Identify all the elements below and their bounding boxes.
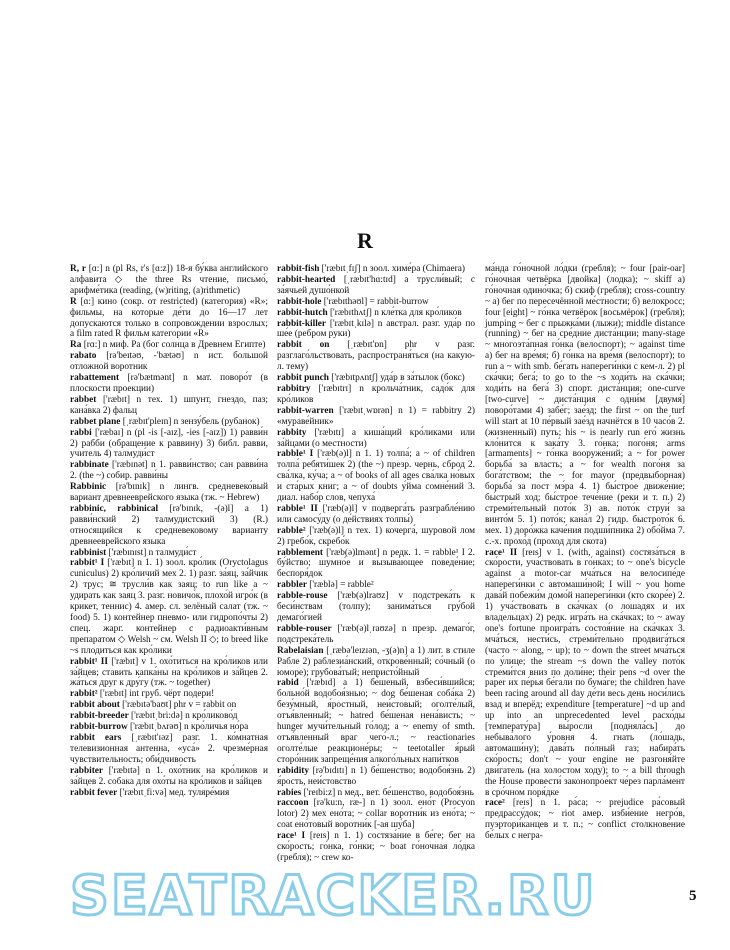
entry-headword: rabbitry — [277, 383, 311, 394]
entry-definition: ['ræbɪtˌkɪlə] n австрал. разг. уда́р по ше́е (ребром руки) — [277, 318, 475, 340]
entry-definition: ['ræbɪtə'baʊt] phr v = rabbit on — [119, 700, 237, 711]
entry-definition: ['ræbɪtə] n 1. охо́тник на кро́ликов и за́йцев 2. собака для охо́ты на кро́ликов и за́йцев — [70, 765, 268, 787]
entry-headword: race¹ II — [485, 547, 518, 558]
dictionary-entry — [277, 297, 475, 308]
entry-headword: rabbit fever — [70, 787, 118, 798]
dictionary-entry — [277, 580, 475, 591]
entry-definition: ['ræbɪtˌfi:və] мед. туляре́мия — [117, 787, 230, 798]
dictionary-entry — [70, 548, 268, 559]
dictionary-entry — [277, 308, 475, 319]
entry-definition: ['ræbɪnɪst] n талмуди́ст — [106, 547, 197, 558]
entry-definition: ['ræbɪt] n 1. 1) зоол. кро́лик (Oryctolagus cuniculus) 2) кро́личий мех 2. 1) разг. за́яц, за́йчик 2) трус; ≅ трусли́в как заяц; to run like a ~ удирать как заяц 3. разг. новичо́к, плохо́й игро́к (в крикет, теннис) 4. амер. сл. зелёный салат (тж. ~ food) 5. 1) контейнер пневмо- или гидропо́чты 2) спец. жарг. контейнер с радиоакти́вным препаратом ◇ Welsh ~ см. Welsh II ◇; to breed like ~s плодиться как кро́лики — [70, 558, 268, 656]
entry-definition: [rə'bɪnɪk, -(ə)l] a 1) равви́нский 2) талмудистский 3) (R.) относящийся к средневековому варианту древнееврейского языка — [70, 503, 268, 547]
dictionary-entry — [277, 646, 475, 679]
dictionary-entry — [70, 428, 268, 461]
column-left — [70, 264, 268, 798]
entry-headword: rabbit-fish — [277, 264, 320, 274]
dictionary-entry — [70, 460, 268, 482]
entry-definition: ['ræbɪtˌfɪʃ] n зоол. химе́ра (Chimaera) — [319, 264, 465, 274]
entry-headword: rabble¹ I — [277, 449, 314, 460]
entry-headword: rabbit-breeder — [70, 711, 129, 722]
dictionary-entry — [277, 678, 475, 765]
entry-definition: ['ræb(ə)lˌraʊzə] n презр. демаго́г, подстрека́тель — [277, 623, 475, 645]
entry-definition: ['ræb(ə)l] n 1. 1) толпа́; a ~ of children толпа́ ребяти́шек 2) (the ~) презр. чернь, сброд 2. сва́лка, ку́ча; a ~ of books of all ages сва́лка но́вых и ста́рых книг; a ~ of doubts у́йма сомне́ний 3. диал. набо́р слов, чепуха́ — [277, 449, 475, 504]
entry-headword: rabbler — [277, 580, 307, 591]
entry-headword: rabies — [277, 787, 302, 798]
entry-headword: raccoon — [277, 798, 309, 809]
dictionary-entry — [277, 449, 475, 504]
dictionary-entry — [70, 417, 268, 428]
entry-headword: rabbinate — [70, 460, 109, 471]
entry-definition: ['ræb(ə)l] n тех. 1) кочерга́, шуровой лом 2) гребо́к, скребо́к — [277, 525, 475, 547]
dictionary-entry — [70, 373, 268, 395]
entry-headword: rabato — [70, 351, 97, 362]
entry-headword: rabbit punch — [277, 373, 329, 384]
page-number: 5 — [689, 888, 697, 904]
dictionary-entry — [277, 504, 475, 526]
dictionary-entry — [277, 373, 475, 384]
entry-definition: ['reɪbi:z] n мед., вет. бе́шенство, водобоя́знь — [301, 787, 474, 798]
entry-definition: ['ræb(ə)l] v подверга́ть разграбле́нию или самосу́ду (о де́йствиях толпы́) — [277, 503, 475, 525]
entry-headword: rabid — [277, 678, 299, 689]
entry-headword: rabbit¹ I — [70, 558, 105, 569]
dictionary-entry — [277, 798, 475, 831]
entry-headword: rabbi — [70, 427, 92, 438]
dictionary-entry — [277, 526, 475, 548]
column-middle — [277, 264, 475, 864]
dictionary-entry — [70, 766, 268, 788]
entry-headword: rabble-rouse — [277, 591, 328, 602]
entry-definition: [ɑ:] n (pl Rs, r's [ɑ:z]) 18-я бу́ква английского алфавита ◇ the three Rs чтение, письмо́, арифме́тика (reading, (w)riting, (a)rithmetic) — [70, 264, 268, 296]
entry-definition: [ˌræbɪt'hɑ:tɪd] a трусли́вый; с за́ячьей душо́нкой — [277, 274, 475, 296]
dictionary-entry — [70, 689, 268, 700]
dictionary-entry — [277, 548, 475, 581]
entry-headword: rabbit-burrow — [70, 722, 128, 733]
entry-definition: ['ræblə] = rabble² — [306, 580, 374, 591]
entry-headword: R — [70, 296, 77, 307]
entry-headword: rabbit-killer — [277, 318, 327, 329]
entry-definition: [rə'ku:n, ræ-] n 1) зоол. ено́т (Procyon lotor) 2) мех ено́та; ~ collar воротни́к из ено́та; ~ coat ено́товый воротни́к [-ая шу́ба] — [277, 798, 475, 831]
entry-headword: rabbit about — [70, 700, 120, 711]
entry-definition: [rə'bɪnɪk] n лингв. средневеко́вый вариант древнееврейского языка (тж. ~ Hebrew) — [70, 482, 268, 504]
entry-definition: [reɪs] v 1. (with, against) состяза́ться в ско́рости, уча́ствовать в го́нках; to ~ one's bicycle against a motor-car мча́ться на велосипе́де напереги́нки с автомаши́ной; I will ~ you home дава́й побежи́м домо́й напереги́нки (кто скоре́е) 2. 1) уча́ствовать в ска́чках (о лошадях и их владельцах) 2) редк. игра́ть на ска́чках; to ~ away one's fortune проигра́ть состоя́ние на ска́чках 3. мча́ться, нести́сь, стреми́тельно продвига́ться (часто ~ along, ~ up); to ~ down the street мча́ться по у́лице; the stream ~s down the valley пото́к стреми́тся вниз по доли́не; their pens ~d over the paper их пе́рья бе́гали по бума́ге; the children have been racing around all day де́ти весь день носи́лись взад и вперёд; expenditure [temperature] ~d up and up into an unprecedented level расхо́ды [температу́ра] вы́росли [подняла́сь] до небыва́лого у́ровня 4. гнать (ло́шадь, автомаши́ну); дава́ть по́лный газ; набира́ть ско́рость; don't ~ your engine не разгоня́йте дви́гатель (на холостом ходу); to ~ a bill through the House провести́ законопрое́кт че́рез парла́мент в сро́чном поря́дке — [485, 547, 685, 798]
entry-definition: [ˌræbɪt'pleɪn] n зензу́бель (рубанок) — [120, 416, 260, 427]
entry-definition: ['ræb(ə)lmənt] n редк. 1. = rabble¹ I 2. бу́йство; шумно́е и вызыва́ющее поведе́ние; беспоря́док — [277, 547, 475, 580]
entry-headword: rabblement — [277, 547, 323, 558]
entry-definition: ['ræbɪt] n тех. 1) шпунт, гнездо, паз; кана́вка 2) фальц — [70, 394, 268, 416]
entry-headword: rabbet — [70, 394, 97, 405]
entry-headword: rabbet plane — [70, 416, 121, 427]
dictionary-entry — [277, 275, 475, 297]
entry-definition: [rə'bɪdɪtɪ] n 1) бе́шенство; водобоя́знь 2) я́рость, неи́стовство — [277, 765, 475, 787]
dictionary-entry — [70, 264, 268, 297]
entry-definition: ['ræbɪthəʊl] = rabbit-burrow — [321, 296, 429, 307]
entry-definition: [ˌræbɪt'ɒn] phr v разг. разглаго́льствовать, распространя́ться (на какую-л. тему) — [277, 340, 475, 373]
dictionary-entry — [70, 558, 268, 656]
entry-headword: race² — [485, 798, 505, 809]
entry-definition: [ɑ:] кино (сокр. от restricted) (категория) «R»; фильмы, на которые де́ти до 16—17 лет допускаются только в сопровождении взрослых; a film rated R фильм категории «R» — [70, 296, 268, 340]
dictionary-entry — [70, 657, 268, 690]
entry-definition: [rə'beɪtəʊ, -'bætəʊ] n ист. большой отложной воротник — [70, 351, 268, 373]
entry-definition: ['ræbɪt] v 1. охо́титься на кро́ликов или за́йцев; ставить капка́ны на кро́ликов и за́йцев 2. жа́ться друг к дру́гу (тж. ~ together) — [70, 656, 268, 689]
dictionary-entry — [277, 591, 475, 624]
entry-definition: ['ræbɪtˌbʌrəʊ] n кро́личья но́ра — [127, 722, 249, 733]
entry-headword: Rabelaisian — [277, 645, 324, 656]
dictionary-entry — [485, 264, 685, 548]
entry-headword: rabbity — [277, 427, 307, 438]
entry-definition: [ˌræbə'leɪzɪən, -ʒ(ə)n] a 1) лит. в стиле Рабле 2) раблезиа́нский, открове́нный; со́чный (о юморе); грубова́тый; непристо́йный — [277, 645, 475, 678]
entry-headword: R, r — [70, 264, 86, 274]
entry-headword: rabbit-hearted — [277, 274, 336, 285]
entry-headword: rabbit-hole — [277, 296, 322, 307]
entry-definition: ['ræb(ə)lraʊz] v подстрека́ть к беси́нствам (толпу); занима́ться гру́бой демаго́гией — [277, 591, 475, 623]
entry-headword: rabbinist — [70, 547, 107, 558]
dictionary-entry — [70, 395, 268, 417]
entry-definition: ['ræbɪtɪ] a киша́щий кро́ликами или за́йцами (о местности) — [277, 427, 475, 449]
entry-headword: rabbit¹ II — [70, 656, 109, 667]
entry-headword: rabble-rouser — [277, 623, 332, 634]
dictionary-entry — [70, 482, 268, 504]
entry-definition: ['ræbɪtrɪ] n крольча́тник, садо́к для кро́ликов — [277, 383, 475, 405]
dictionary-entry — [70, 297, 268, 341]
entry-definition: [reɪs] n 1. ра́са; ~ prejudice ра́совый предрассу́док; ~ riot амер. изби́ение негро́в, пуэртори́канцев и т. п.; ~ conflict столкнове́ние бе́лых с негра- — [485, 798, 685, 842]
entry-headword: rabbit-hutch — [277, 307, 328, 318]
entry-headword: rabbit on — [277, 340, 330, 351]
entry-definition: ['ræbɪtpʌntʃ] уда́р в за́тылок (бокс) — [328, 373, 465, 384]
dictionary-entry — [277, 788, 475, 799]
section-letter: R — [357, 228, 373, 253]
entry-definition: ['ræbaɪ] n (pl -is [-aɪz], -ies [-aɪz]) 1) равви́н 2) рабби (обращение к раввину) 3) библ. равви, учитель 4) талмуди́ст — [70, 427, 268, 460]
dictionary-entry — [277, 319, 475, 341]
dictionary-entry — [277, 624, 475, 646]
dictionary-entry — [277, 340, 475, 373]
entry-headword: rabbit² — [70, 689, 98, 700]
entry-definition: ['ræbɪd] a 1) бе́шеный, взбеси́вшийся; больно́й водобоя́знью; ~ dog бе́шеная соба́ка 2) безу́мный, я́ростный, неи́стовый; оголте́лый, отъя́вленный; ~ hatred бе́шеная нена́висть; ~ hunger мучи́тельный го́лод; a ~ enemy of smth. отъя́вленный враг чего́-л.; ~ reactionaries оголте́лые реакционе́ры; ~ teetotaller я́рый сторо́нник запреще́ния алкого́льных напи́тков — [277, 678, 475, 765]
dictionary-entry — [70, 788, 268, 799]
entry-definition: [reɪs] n 1. 1) состяза́ние в бе́ге; бег на ско́рость; го́нка, го́нки; ~ boat го́ночная ло́дка (гребля); ~ crew ко- — [277, 831, 475, 863]
dictionary-entry — [277, 406, 475, 428]
dictionary-entry — [70, 733, 268, 766]
watermark-text: SEATRACKER.RU — [70, 864, 597, 927]
dictionary-entry — [70, 340, 268, 351]
dictionary-entry — [70, 722, 268, 733]
entry-headword: rabbiter — [70, 765, 104, 776]
dictionary-entry — [277, 384, 475, 406]
entry-definition: ['ræbɪtˌwɒrən] n 1) = rabbitry 2) «мураве́йник» — [277, 405, 475, 427]
entry-headword: rabble² — [277, 525, 306, 536]
entry-headword: Ra — [70, 340, 82, 351]
entry-definition: ['ræbɪtˌbri:də] n кро́ликово́д — [128, 711, 238, 722]
entry-headword: Rabbinic — [70, 482, 107, 493]
dictionary-entry — [485, 798, 685, 842]
dictionary-entry — [70, 700, 268, 711]
column-right — [485, 264, 685, 842]
dictionary-entry — [70, 711, 268, 722]
dictionary-entry — [277, 766, 475, 788]
dictionary-entry — [277, 264, 475, 275]
watermark-logo — [60, 858, 700, 928]
entry-definition: [rə'bætmənt] n мат. поворо́т (в плоскости проекции) — [70, 373, 268, 394]
entry-headword: rabattement — [70, 373, 120, 384]
entry-headword: rabble¹ II — [277, 503, 318, 514]
entry-definition: ['ræbɪthʌtʃ] n кле́тка для кро́ликов — [327, 307, 462, 318]
entry-headword: rabbit ears — [70, 732, 122, 743]
entry-definition: ма́нда го́ночной ло́дки (гребля); ~ four [pair-oar] го́ночная четвёрка [двойка] (лодка); ~ skiff a) го́ночная одино́чка; б) скиф (гребля); cross-country ~ a) бег по пересечённой ме́стности; б) велокросс; four [eight] ~ го́нка четвёрок [восьмёрок] (гребля); jumping ~ бег с прыжка́ми (лыжи); middle distance (running) ~ бег на сре́дние диста́нции; many-stage ~ многоэта́пная го́нка (велоспорт); ~ against time a) бег на вре́мя; б) го́нка на вре́мя (велоспорт); to run a ~ with smb. бе́гать напереги́нки с кем-л. 2) pl ска́чки; бега́; to go to the ~s ходи́ть на ска́чки; ходи́ть на бега́ 3) спорт. диста́нция; one-curve [two-curve] ~ диста́нция с одни́м [двумя́] поворо́тами 4) забе́г; зае́зд; the first ~ on the turf will start at 10 пе́рвый зае́зд начнётся в 10 часо́в 2. (жизненный) путь; his ~ is nearly run его́ жизнь кло́нится к зака́ту 3. го́нка; пого́ня; arms [armaments] ~ го́нка вооруже́ний; a ~ for power борьба́ за власть; a ~ for wealth пого́ня за бога́тством; the ~ for mayor (предвыборная) борьба́ за пост мэ́ра 4. 1) бы́строе движе́ние; бы́стрый ход; бы́строе тече́ние (реки и т. п.) 2) стреми́тельный пото́к 3) ав. пото́к струи́ за винто́м 5. 1) пото́к; кана́л 2) гидр. быстрото́к 6. мех. 1) доро́жка каче́ния подши́пника 2) обо́йма 7. с.-х. прохо́д (проход для скота) — [485, 264, 685, 547]
dictionary-entry — [70, 351, 268, 373]
entry-headword: rabbinic, rabbinical — [70, 503, 159, 514]
entry-definition: ['ræbɪt] int груб. чёрт подери! — [97, 689, 215, 700]
dictionary-entry — [277, 428, 475, 450]
entry-headword: rabidity — [277, 765, 310, 776]
entry-headword: race¹ I — [277, 831, 306, 842]
entry-headword: rabbit-warren — [277, 405, 334, 416]
entry-definition: [ˌræbɪt'ɪəz] разг. 1. ко́мнатная телевизионная антенна, «уса́» 2. чрезме́рная чувствительность; оби́дчивость — [70, 732, 269, 765]
entry-definition: ['ræbɪnət] n 1. равви́нство; сан равви́на 2. (the ~) собир. равви́ны — [70, 460, 268, 482]
entry-definition: [rɑ:] n миф. Ра (бог солнца в Древнем Египте) — [81, 340, 266, 351]
dictionary-entry — [70, 504, 268, 548]
dictionary-entry — [485, 548, 685, 799]
